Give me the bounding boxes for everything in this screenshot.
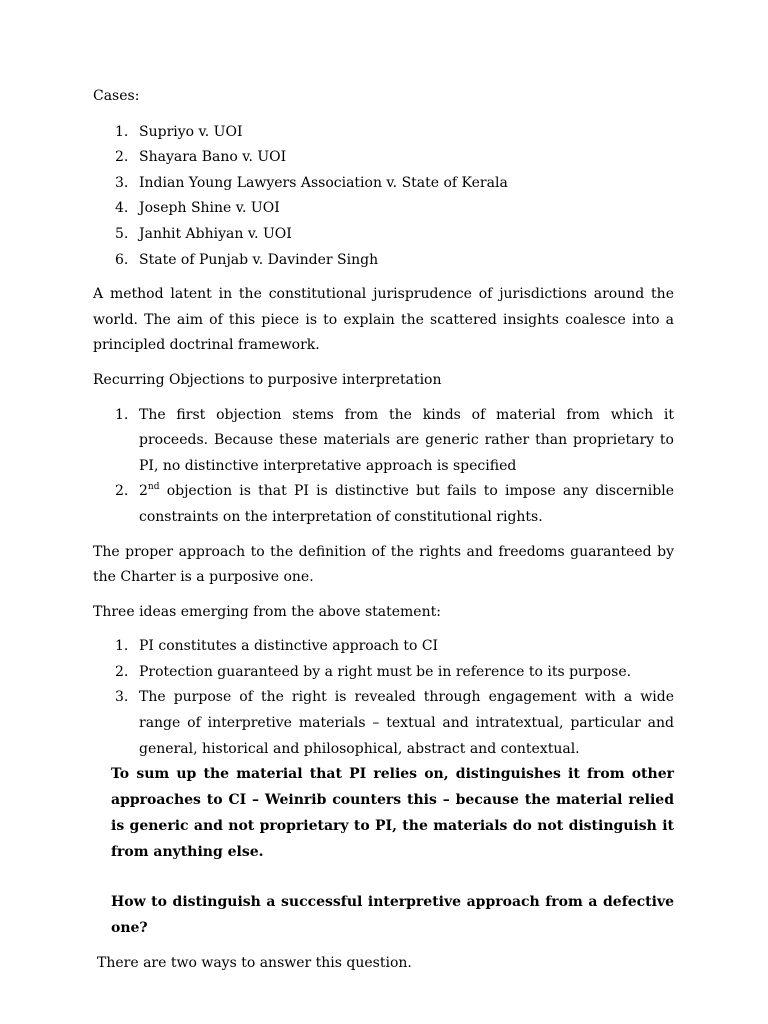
list-item-text: The purpose of the right is revealed through engagement with a wide range of interpretive materials – textual and intratextual, particular and general, historical and philosophical, abstract and contextual. (139, 689, 674, 757)
list-item-text: Shayara Bano v. UOI (139, 149, 287, 166)
list-item-text: State of Punjab v. Davinder Singh (139, 251, 379, 268)
list-item-text: Indian Young Lawyers Association v. State of Kerala (139, 174, 508, 191)
summary-bold-paragraph: To sum up the material that PI relies on, distinguishes it from other approaches to CI – Weinrib counters this – because the material relied is generic and not proprietary to PI, the materials do not distinguish it from anything else. (111, 766, 674, 860)
objections-list (93, 403, 674, 531)
list-item-text: The first objection stems from the kinds of material from which it proceeds. Because these materials are generic rather than proprietary to PI, no distinctive interpretative approach is specified (139, 406, 674, 474)
ideas-heading: Three ideas emerging from the above statement: (93, 603, 441, 620)
cases-list (93, 120, 674, 274)
question-bold-heading: How to distinguish a successful interpretive approach from a defective one? (111, 894, 674, 937)
list-item-text: PI constitutes a distinctive approach to CI (139, 638, 439, 655)
list-item-number: 3. (115, 174, 129, 191)
ideas-list (93, 634, 674, 762)
ordinal-suffix: nd (147, 482, 160, 493)
document-page (93, 84, 674, 977)
list-item-text: Joseph Shine v. UOI (139, 200, 280, 217)
closing-line: There are two ways to answer this question. (97, 955, 412, 972)
list-item (93, 685, 674, 762)
list-item (93, 248, 674, 274)
list-item-number: 2. (115, 663, 129, 680)
intro-paragraph: A method latent in the constitutional jurisprudence of jurisdictions around the world. The aim of this piece is to explain the scattered insights coalesce into a principled doctrinal framework. (93, 286, 674, 354)
list-item (93, 634, 674, 660)
list-item (93, 196, 674, 222)
list-item-number: 1. (115, 406, 129, 423)
list-item-number: 6. (115, 251, 129, 268)
list-item (93, 171, 674, 197)
list-item-number: 4. (115, 200, 129, 217)
list-item (93, 120, 674, 146)
ordinal-number: 2 (139, 483, 148, 500)
list-item-text: Supriyo v. UOI (139, 123, 243, 140)
list-item-text: Janhit Abhiyan v. UOI (139, 225, 292, 242)
proper-approach-paragraph: The proper approach to the definition of the rights and freedoms guaranteed by the Charter is a purposive one. (93, 543, 674, 586)
objections-heading: Recurring Objections to purposive interpretation (93, 371, 442, 388)
list-item-number: 1. (115, 123, 129, 140)
list-item-text: Protection guaranteed by a right must be in reference to its purpose. (139, 663, 632, 680)
list-item-number: 5. (115, 225, 129, 242)
cases-heading: Cases: (93, 88, 140, 104)
list-item (93, 145, 674, 171)
list-item-number: 2. (115, 483, 129, 500)
list-item-number: 3. (115, 689, 129, 706)
list-item (93, 403, 674, 480)
list-item-number: 2. (115, 149, 129, 166)
list-item (93, 660, 674, 686)
list-item (93, 479, 674, 530)
list-item-text: objection is that PI is distinctive but fails to impose any discernible constraints on the interpretation of constitutional rights. (139, 483, 674, 525)
list-item-number: 1. (115, 638, 129, 655)
list-item (93, 222, 674, 248)
